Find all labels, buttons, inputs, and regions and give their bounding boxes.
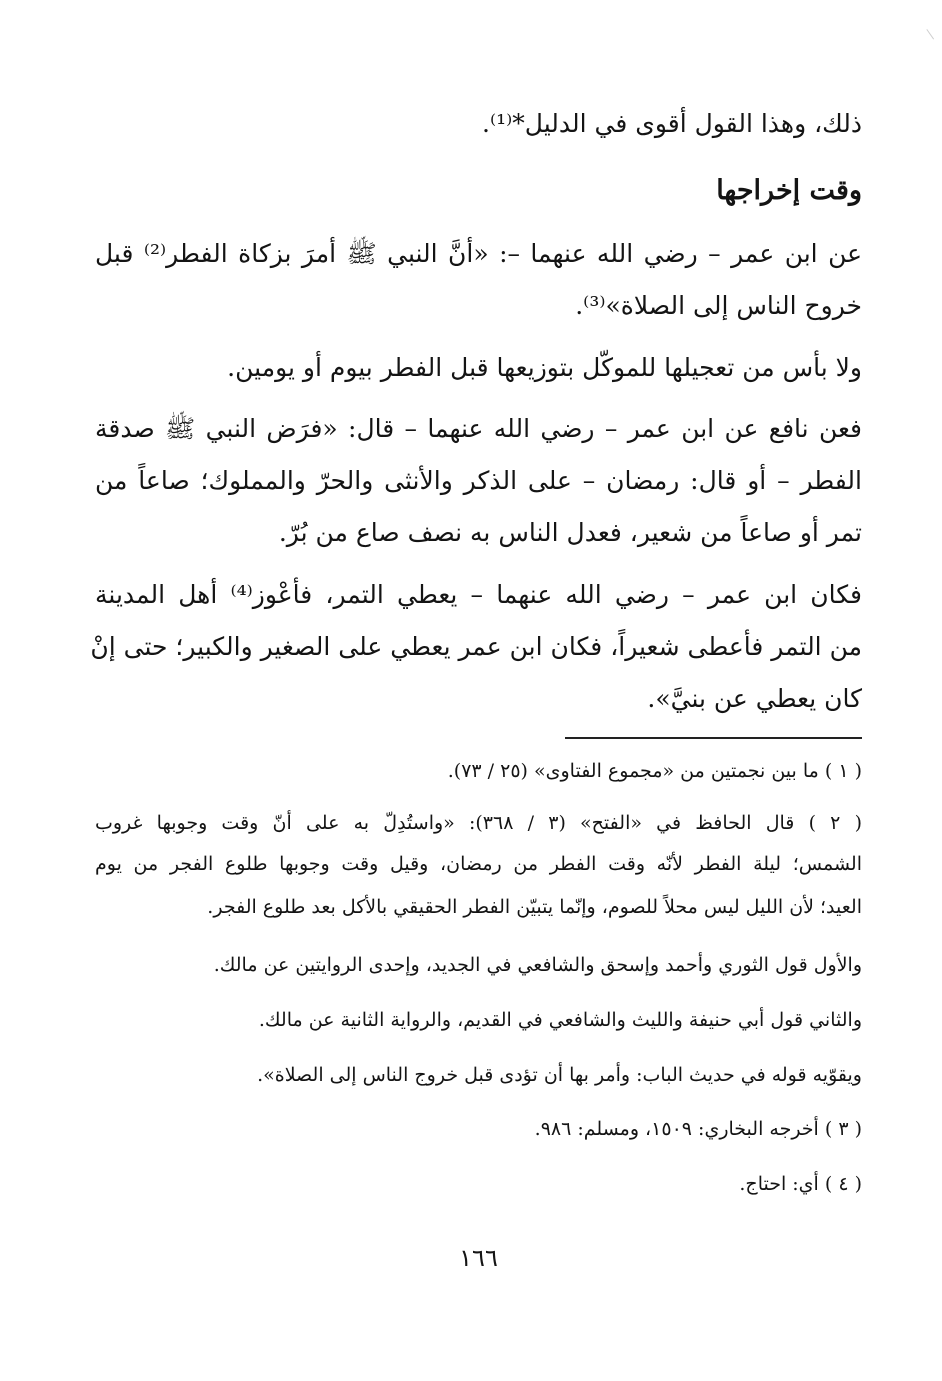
paragraph-2-line-1: ولا بأس من تعجيلها للموكّل بتوزيعها قبل الفطر بيوم أو يومين. — [227, 353, 862, 382]
footnote-2-line-1: ( ٢ ) قال الحافظ في «الفتح» (٣ / ٣٦٨): «واستُدِلّ به على أنّ وقت وجوبها غروب — [95, 812, 862, 834]
paragraph-4-line-3: كان يعطي عن بنيَّ». — [647, 684, 862, 713]
footnote-2-line-5: والثاني قول أبي حنيفة والليث والشافعي في القديم، والرواية الثانية عن مالك. — [258, 1009, 862, 1031]
body-line-1: ذلك، وهذا القول أقوى في الدليل*⁽¹⁾. — [482, 109, 862, 138]
section-heading: وقت إخراجها — [716, 175, 862, 206]
footnote-separator — [565, 737, 862, 739]
page-number: ١٦٦ — [459, 1244, 498, 1272]
footnote-1: ( ١ ) ما بين نجمتين من «مجموع الفتاوى» (٢٥ / ٧٣). — [447, 760, 862, 782]
footnote-2-line-3: العيد؛ لأن الليل ليس محلاً للصوم، وإنّما يتبيّن الفطر الحقيقي بالأكل بعد طلوع الفجر. — [207, 896, 862, 918]
footnote-4: ( ٤ ) أي: احتاج. — [739, 1173, 862, 1195]
paragraph-1-line-2: خروح الناس إلى الصلاة»⁽³⁾. — [575, 291, 862, 320]
footnote-2-line-4: والأول قول الثوري وأحمد وإسحق والشافعي في الجديد، وإحدى الروايتين عن مالك. — [213, 954, 862, 976]
paragraph-3-line-1: فعن نافع عن ابن عمر – رضي الله عنهما – قال: «فرَض النبي ﷺ صدقة — [95, 414, 862, 443]
scan-mark — [926, 25, 940, 40]
footnote-3: ( ٣ ) أخرجه البخاري: ١٥٠٩، ومسلم: ٩٨٦. — [534, 1118, 862, 1140]
footnote-2-line-2: الشمس؛ ليلة الفطر لأنّه وقت الفطر من رمضان، وقيل وقت وجوبها طلوع الفجر من يوم — [95, 853, 862, 875]
paragraph-1-line-1: عن ابن عمر – رضي الله عنهما –: «أنَّ النبي ﷺ أمرَ بزكاة الفطر⁽²⁾ قبل — [95, 239, 863, 268]
paragraph-4-line-2: من التمر فأعطى شعيراً، فكان ابن عمر يعطي على الصغير والكبير؛ حتى إنْ — [90, 632, 862, 661]
paragraph-3-line-2: الفطر – أو قال: رمضان – على الذكر والأنثى والحرّ والمملوك؛ صاعاً من — [95, 466, 862, 495]
paragraph-3-line-3: تمر أو صاعاً من شعير، فعدل الناس به نصف صاع من بُرّ. — [278, 518, 862, 547]
footnote-2-line-6: ويقوّيه قوله في حديث الباب: وأمر بها أن تؤدى قبل خروج الناس إلى الصلاة». — [257, 1064, 862, 1086]
book-page — [90, 96, 863, 1346]
paragraph-4-line-1: فكان ابن عمر – رضي الله عنهما – يعطي التمر، فأعْوز⁽⁴⁾ أهل المدينة — [95, 580, 862, 609]
